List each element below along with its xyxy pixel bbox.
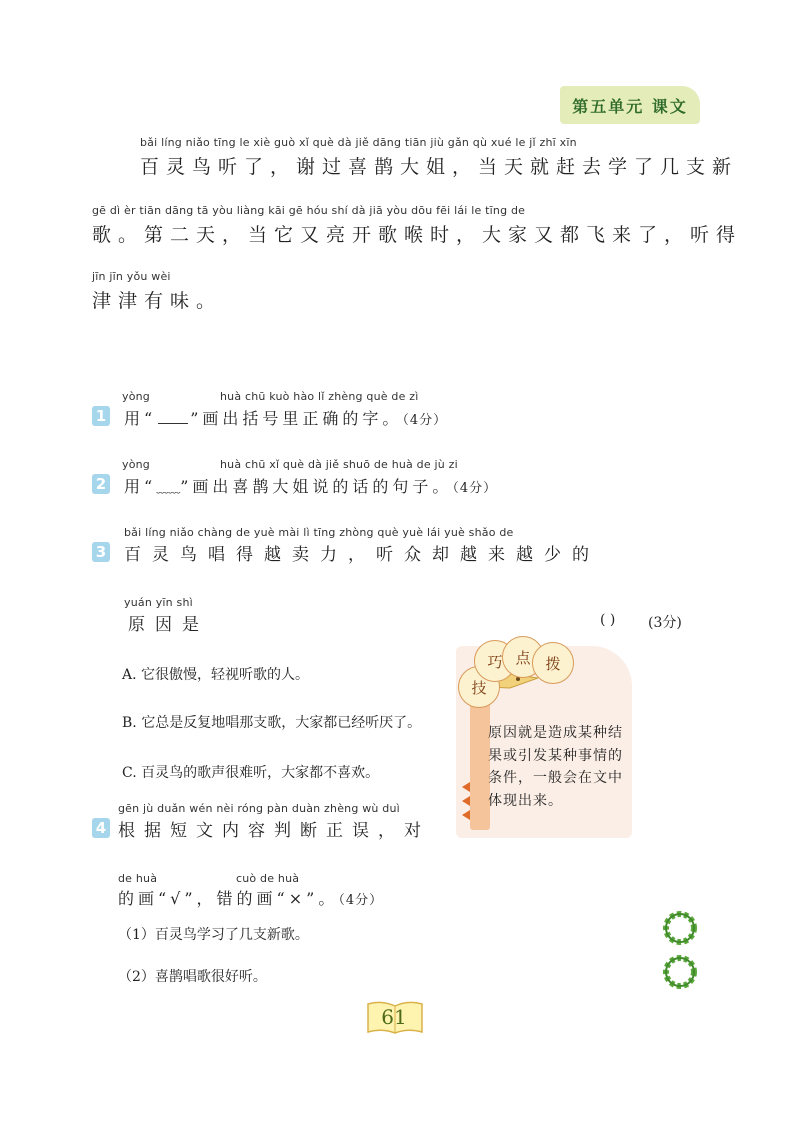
- wavy-line-mark: ﹏﹏: [156, 481, 181, 495]
- tip-badge-3: 点: [502, 636, 544, 678]
- q2-pinyin-a: yòng: [122, 458, 150, 471]
- tip-badge-2: 巧: [474, 640, 516, 682]
- tip-badge-1: 技: [458, 666, 500, 708]
- q1-pinyin-a: yòng: [122, 390, 150, 403]
- q4-pinyin-1: gēn jù duǎn wén nèi róng pàn duàn zhèng wù duì: [118, 802, 400, 815]
- passage-line2-pinyin: gē dì èr tiān dāng tā yòu liàng kāi gē hóu shí dà jiā yòu dōu fēi lái le tīng de: [92, 204, 526, 217]
- q3-option-b: B. 它总是反复地唱那支歌，大家都已经听厌了。: [122, 715, 422, 731]
- q2-text-a: 用“: [124, 477, 157, 496]
- q2-text: [124, 474, 497, 497]
- passage-line2-text: 歌。第二天，当它又亮开歌喉时，大家又都飞来了，听得: [92, 224, 743, 246]
- passage-line1-text: 百灵鸟听了，谢过喜鹊大姐，当天就赶去学了几支新: [140, 156, 739, 178]
- arrow-icon: [462, 782, 470, 792]
- q4-text-2: [118, 886, 383, 909]
- wreath-icon[interactable]: [660, 908, 700, 948]
- q4-pinyin-2b: cuò de huà: [236, 872, 300, 885]
- q4-number-badge: 4: [92, 818, 110, 838]
- underline-mark: [158, 413, 188, 424]
- q3-pinyin-1: bǎi líng niǎo chàng de yuè mài lì tīng zhòng què yuè lái yuè shǎo de: [124, 526, 514, 539]
- q1-text-a: 用“: [124, 409, 157, 428]
- q2-text-b: ”画出喜鹊大姐说的话的句子。: [180, 477, 453, 496]
- q1-pinyin-b: huà chū kuò hào lǐ zhèng què de zì: [220, 390, 419, 403]
- q3-pinyin-2: yuán yīn shì: [124, 596, 193, 609]
- wreath-icon[interactable]: [660, 952, 700, 992]
- q4-text-1: 根据短文内容判断正误，对: [118, 821, 430, 841]
- q1-text-b: ”画出括号里正确的字。: [190, 409, 403, 428]
- q3-text-2: 原因是: [128, 615, 209, 635]
- q3-points: (3分): [648, 615, 682, 631]
- page-number: 61: [381, 1005, 407, 1029]
- q4-item-1: （1）百灵鸟学习了几支新歌。: [118, 927, 309, 943]
- q1-points: （4分）: [402, 413, 448, 428]
- arrow-icon: [462, 796, 470, 806]
- q2-pinyin-b: huà chū xǐ què dà jiě shuō de huà de jù zi: [220, 458, 458, 471]
- q3-option-a: A. 它很傲慢，轻视听歌的人。: [122, 667, 310, 683]
- passage-line1-pinyin: bǎi líng niǎo tīng le xiè guò xǐ què dà jiě dāng tiān jiù gǎn qù xué le jǐ zhī xīn: [140, 136, 577, 149]
- q1-number-badge: 1: [92, 406, 110, 426]
- q1-text: [124, 406, 447, 429]
- arrow-icon: [462, 810, 470, 820]
- q4-pinyin-2a: de huà: [118, 872, 158, 885]
- tip-text: 原因就是造成某种结果或引发某种事情的条件，一般会在文中体现出来。: [488, 725, 623, 809]
- q4-text-2-main: 的画“√”，错的画“×”。: [118, 889, 339, 908]
- tip-badge-4: 拨: [532, 642, 574, 684]
- q3-text-1: 百灵鸟唱得越卖力，听众却越来越少的: [124, 545, 600, 565]
- passage-line3-pinyin: jīn jīn yǒu wèi: [92, 270, 171, 283]
- q3-option-c: C. 百灵鸟的歌声很难听，大家都不喜欢。: [122, 765, 380, 781]
- q4-item-2: （2）喜鹊唱歌很好听。: [118, 969, 267, 985]
- unit-tag: 第五单元 课文: [560, 86, 700, 124]
- q4-points: （4分）: [338, 893, 384, 908]
- q3-number-badge: 3: [92, 542, 110, 562]
- passage-line3-text: 津津有味。: [92, 290, 223, 312]
- q3-answer-blank[interactable]: ( ): [600, 612, 616, 628]
- q2-number-badge: 2: [92, 474, 110, 494]
- q2-points: （4分）: [452, 481, 498, 496]
